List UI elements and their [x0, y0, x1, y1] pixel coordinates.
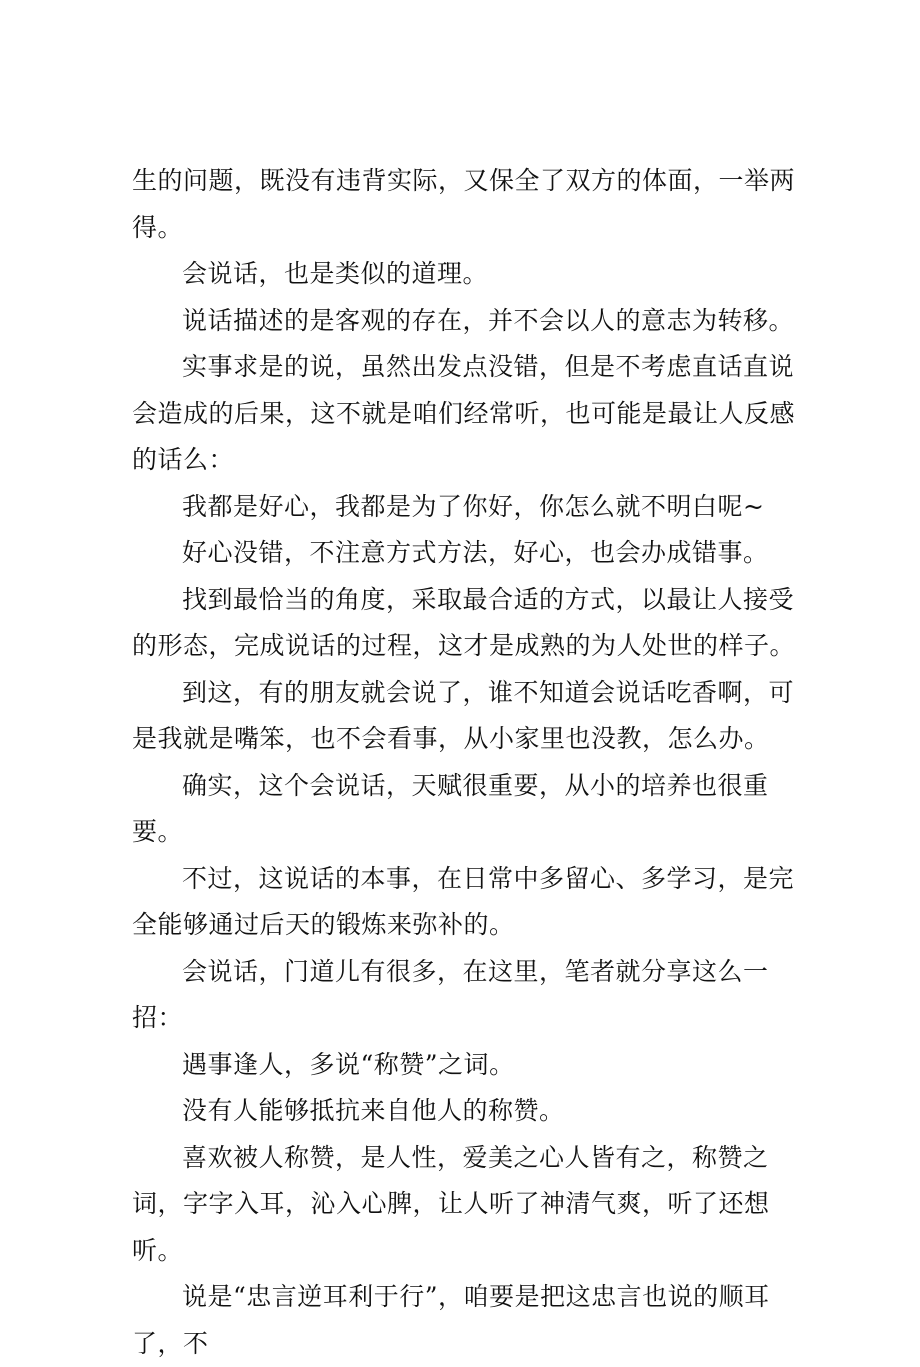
paragraph: 找到最恰当的角度，采取最合适的方式，以最让人接受的形态，完成说话的过程，这才是成熟的为人处世的样子。	[132, 584, 796, 660]
paragraph: 我都是好心，我都是为了你好，你怎么就不明白呢~	[182, 491, 765, 521]
paragraph-continuation: 生的问题，既没有违背实际，又保全了双方的体面，一举两得。	[132, 166, 796, 242]
paragraph: 遇事逢人，多说“称赞”之词。	[182, 1049, 515, 1079]
paragraph: 会说话，门道儿有很多，在这里，笔者就分享这么一招：	[132, 956, 769, 1032]
paragraph: 确实，这个会说话，天赋很重要，从小的培养也很重要。	[132, 770, 769, 846]
paragraph: 没有人能够抵抗来自他人的称赞。	[182, 1096, 565, 1125]
paragraph: 到这，有的朋友就会说了，谁不知道会说话吃香啊，可是我就是嘴笨，也不会看事，从小家里也没教，怎么办。	[132, 677, 795, 753]
document-body	[132, 158, 800, 1367]
paragraph: 好心没错，不注意方式方法，好心，也会办成错事。	[182, 538, 769, 567]
paragraph: 不过，这说话的本事，在日常中多留心、多学习，是完全能够通过后天的锻炼来弥补的。	[132, 863, 795, 939]
paragraph: 说是“忠言逆耳利于行”，咱要是把这忠言也说的顺耳了，不	[132, 1282, 770, 1358]
paragraph: 会说话，也是类似的道理。	[182, 259, 489, 288]
paragraph: 说话描述的是客观的存在，并不会以人的意志为转移。	[182, 305, 795, 335]
paragraph: 实事求是的说，虽然出发点没错，但是不考虑直话直说会造成的后果，这不就是咱们经常听，也可能是最让人反感的话么：	[132, 352, 796, 474]
paragraph: 喜欢被人称赞，是人性，爱美之心人皆有之，称赞之词，字字入耳，沁入心脾，让人听了神清气爽，听了还想听。	[132, 1142, 770, 1265]
